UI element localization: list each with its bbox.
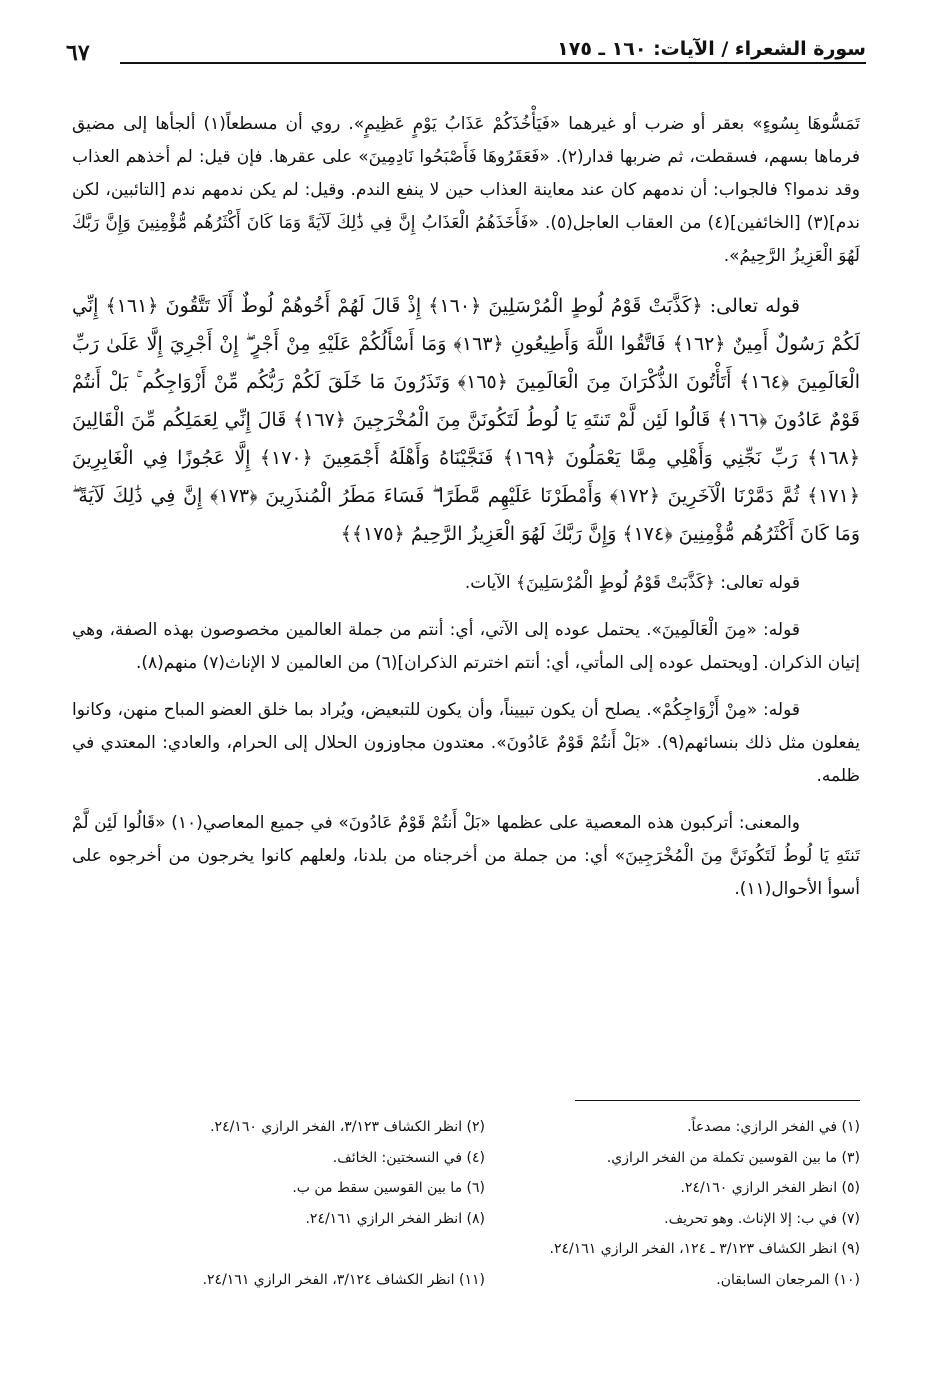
commentary-paragraph: قوله: «مِنَ الْعَالَمِينَ». يحتمل عوده إلى الآتي، أي: أنتم من جملة العالمين مخصوصون بهذه الصفة، وهي إتيان الذكران. [ويحتمل عوده إلى المأتي، أي: أنتم اخترتم الذكران](٦) من العالمين لا الإناث(٧) منهم(٨). [72, 620, 860, 673]
footnote: (٤) في النسختين: الخائف. [332, 1149, 485, 1166]
commentary-paragraph: قوله: «مِنْ أَزْوَاجِكُمْ». يصلح أن يكون تبييناً، وأن يكون للتبعيض، ويُراد بما خلق العضو المباح منهن، وكانوا يفعلون مثل ذلك بنسائهم(٩). «بَلْ أَنتُمْ قَوْمٌ عَادُونَ». معتدون مجاوزون الحلال إلى الحرام، والعادي: المعتدي في ظلمه. [72, 700, 861, 786]
footnote: (٨) انظر الفخر الرازي ٢٤/١٦١. [305, 1210, 485, 1227]
footnote: (٣) ما بين القوسين تكملة من الفخر الرازي. [606, 1149, 860, 1166]
footnote-row [110, 1173, 860, 1204]
footnote: (٩) انظر الكشاف ٣/١٢٣ ـ ١٢٤، الفخر الرازي ٢٤/١٦١. [549, 1241, 860, 1257]
footnote [110, 1234, 485, 1265]
footnote: (٦) ما بين القوسين سقط من ب. [292, 1180, 485, 1196]
quran-passage: قوله تعالى: ﴿كَذَّبَتْ قَوْمُ لُوطٍ الْمُرْسَلِينَ ﴿١٦٠﴾ إِذْ قَالَ لَهُمْ أَخُوهُمْ لُوطٌ أَلَا تَتَّقُونَ ﴿١٦١﴾ إِنِّي لَكُمْ رَسُولٌ أَمِينٌ ﴿١٦٢﴾ فَاتَّقُوا اللَّهَ وَأَطِيعُونِ ﴿١٦٣﴾ وَمَا أَسْأَلُكُمْ عَلَيْهِ مِنْ أَجْرٍ ۖ إِنْ أَجْرِيَ إِلَّا عَلَىٰ رَبِّ الْعَالَمِينَ ﴿١٦٤﴾ أَتَأْتُونَ الذُّكْرَانَ مِنَ الْعَالَمِينَ ﴿١٦٥﴾ وَتَذَرُونَ مَا خَلَقَ لَكُمْ رَبُّكُم مِّنْ أَزْوَاجِكُم ۚ بَلْ أَنتُمْ قَوْمٌ عَادُونَ ﴿١٦٦﴾ قَالُوا لَئِن لَّمْ تَنتَهِ يَا لُوطُ لَتَكُونَنَّ مِنَ الْمُخْرَجِينَ ﴿١٦٧﴾ قَالَ إِنِّي لِعَمَلِكُم مِّنَ الْقَالِينَ ﴿١٦٨﴾ رَبِّ نَجِّنِي وَأَهْلِي مِمَّا يَعْمَلُونَ ﴿١٦٩﴾ فَنَجَّيْنَاهُ وَأَهْلَهُ أَجْمَعِينَ ﴿١٧٠﴾ إِلَّا عَجُوزًا فِي الْغَابِرِينَ ﴿١٧١﴾ ثُمَّ دَمَّرْنَا الْآخَرِينَ ﴿١٧٢﴾ وَأَمْطَرْنَا عَلَيْهِم مَّطَرًا ۖ فَسَاءَ مَطَرُ الْمُنذَرِينَ ﴿١٧٣﴾ إِنَّ فِي ذَٰلِكَ لَآيَةً ۖ وَمَا كَانَ أَكْثَرُهُم مُّؤْمِنِينَ ﴿١٧٤﴾ وَإِنَّ رَبَّكَ لَهُوَ الْعَزِيزُ الرَّحِيمُ ﴿١٧٥﴾﴾ [72, 295, 860, 545]
footnote: (١١) انظر الكشاف ٣/١٢٤، الفخر الرازي ٢٤/١٦١. [202, 1271, 485, 1288]
main-text [72, 108, 860, 920]
footnote: (٥) انظر الفخر الرازي ٢٤/١٦٠. [680, 1180, 860, 1196]
header-rule [120, 62, 866, 64]
footnote: (٧) في ب: إلا الإناث. وهو تحريف. [664, 1210, 860, 1227]
running-title: سورة الشعراء / الآيات: ١٦٠ ـ ١٧٥ [543, 38, 866, 60]
page-number: ٦٧ [66, 40, 100, 66]
footnote: (١٠) المرجعان السابقان. [716, 1271, 860, 1288]
commentary-paragraph: قوله تعالى: ﴿كَذَّبَتْ قَوْمُ لُوطٍ الْمُرْسَلِينَ﴾ الآيات. [464, 573, 800, 593]
page-header [66, 38, 866, 78]
footnote: (١) في الفخر الرازي: مصدعاً. [687, 1119, 860, 1135]
footnote-separator [575, 1100, 860, 1101]
footnote: (٢) انظر الكشاف ٣/١٢٣، الفخر الرازي ٢٤/١٦٠. [210, 1119, 485, 1135]
paragraph: تَمَسُّوهَا بِسُوءٍ» بعقر أو ضرب أو غيرهما «فَيَأْخُذَكُمْ عَذَابُ يَوْمٍ عَظِيمٍ». روي أن مسطعاً(١) ألجأها إلى مضيق فرماها بسهم، فسقطت، ثم ضربها قدار(٢). «فَعَقَرُوهَا فَأَصْبَحُوا نَادِمِينَ» على عقرها. فإن قيل: لم أخذهم العذاب وقد ندموا؟ فالجواب: أن ندمهم كان عند معاينة العذاب حين لا ينفع الندم. وقيل: لم يكن ندمهم ندم [التائبين، لكن ندم](٣) [الخائفين](٤) من العقاب العاجل(٥). «فَأَخَذَهُمُ الْعَذَابُ إِنَّ فِي ذَٰلِكَ لَآيَةً وَمَا كَانَ أَكْثَرُهُم مُّؤْمِنِينَ وَإِنَّ رَبَّكَ لَهُوَ الْعَزِيزُ الرَّحِيمُ». [72, 114, 860, 266]
commentary-paragraph: والمعنى: أتركبون هذه المعصية على عظمها «بَلْ أَنتُمْ قَوْمٌ عَادُونَ» في جميع المعاصي(١٠) «قَالُوا لَئِن لَّمْ تَنتَهِ يَا لُوطُ لَتَكُونَنَّ مِنَ الْمُخْرَجِينَ» أي: من جملة من أخرجناه من بلدنا، ولعلهم كانوا يخرجون من أخرجوه على أسوأ الأحوال(١١). [72, 813, 860, 899]
footnote-row [110, 1112, 860, 1143]
footnote-row [110, 1204, 860, 1235]
footnote-row [110, 1234, 860, 1265]
footnote-row [110, 1143, 860, 1174]
footnote-row [110, 1265, 860, 1296]
footnotes [110, 1112, 860, 1295]
